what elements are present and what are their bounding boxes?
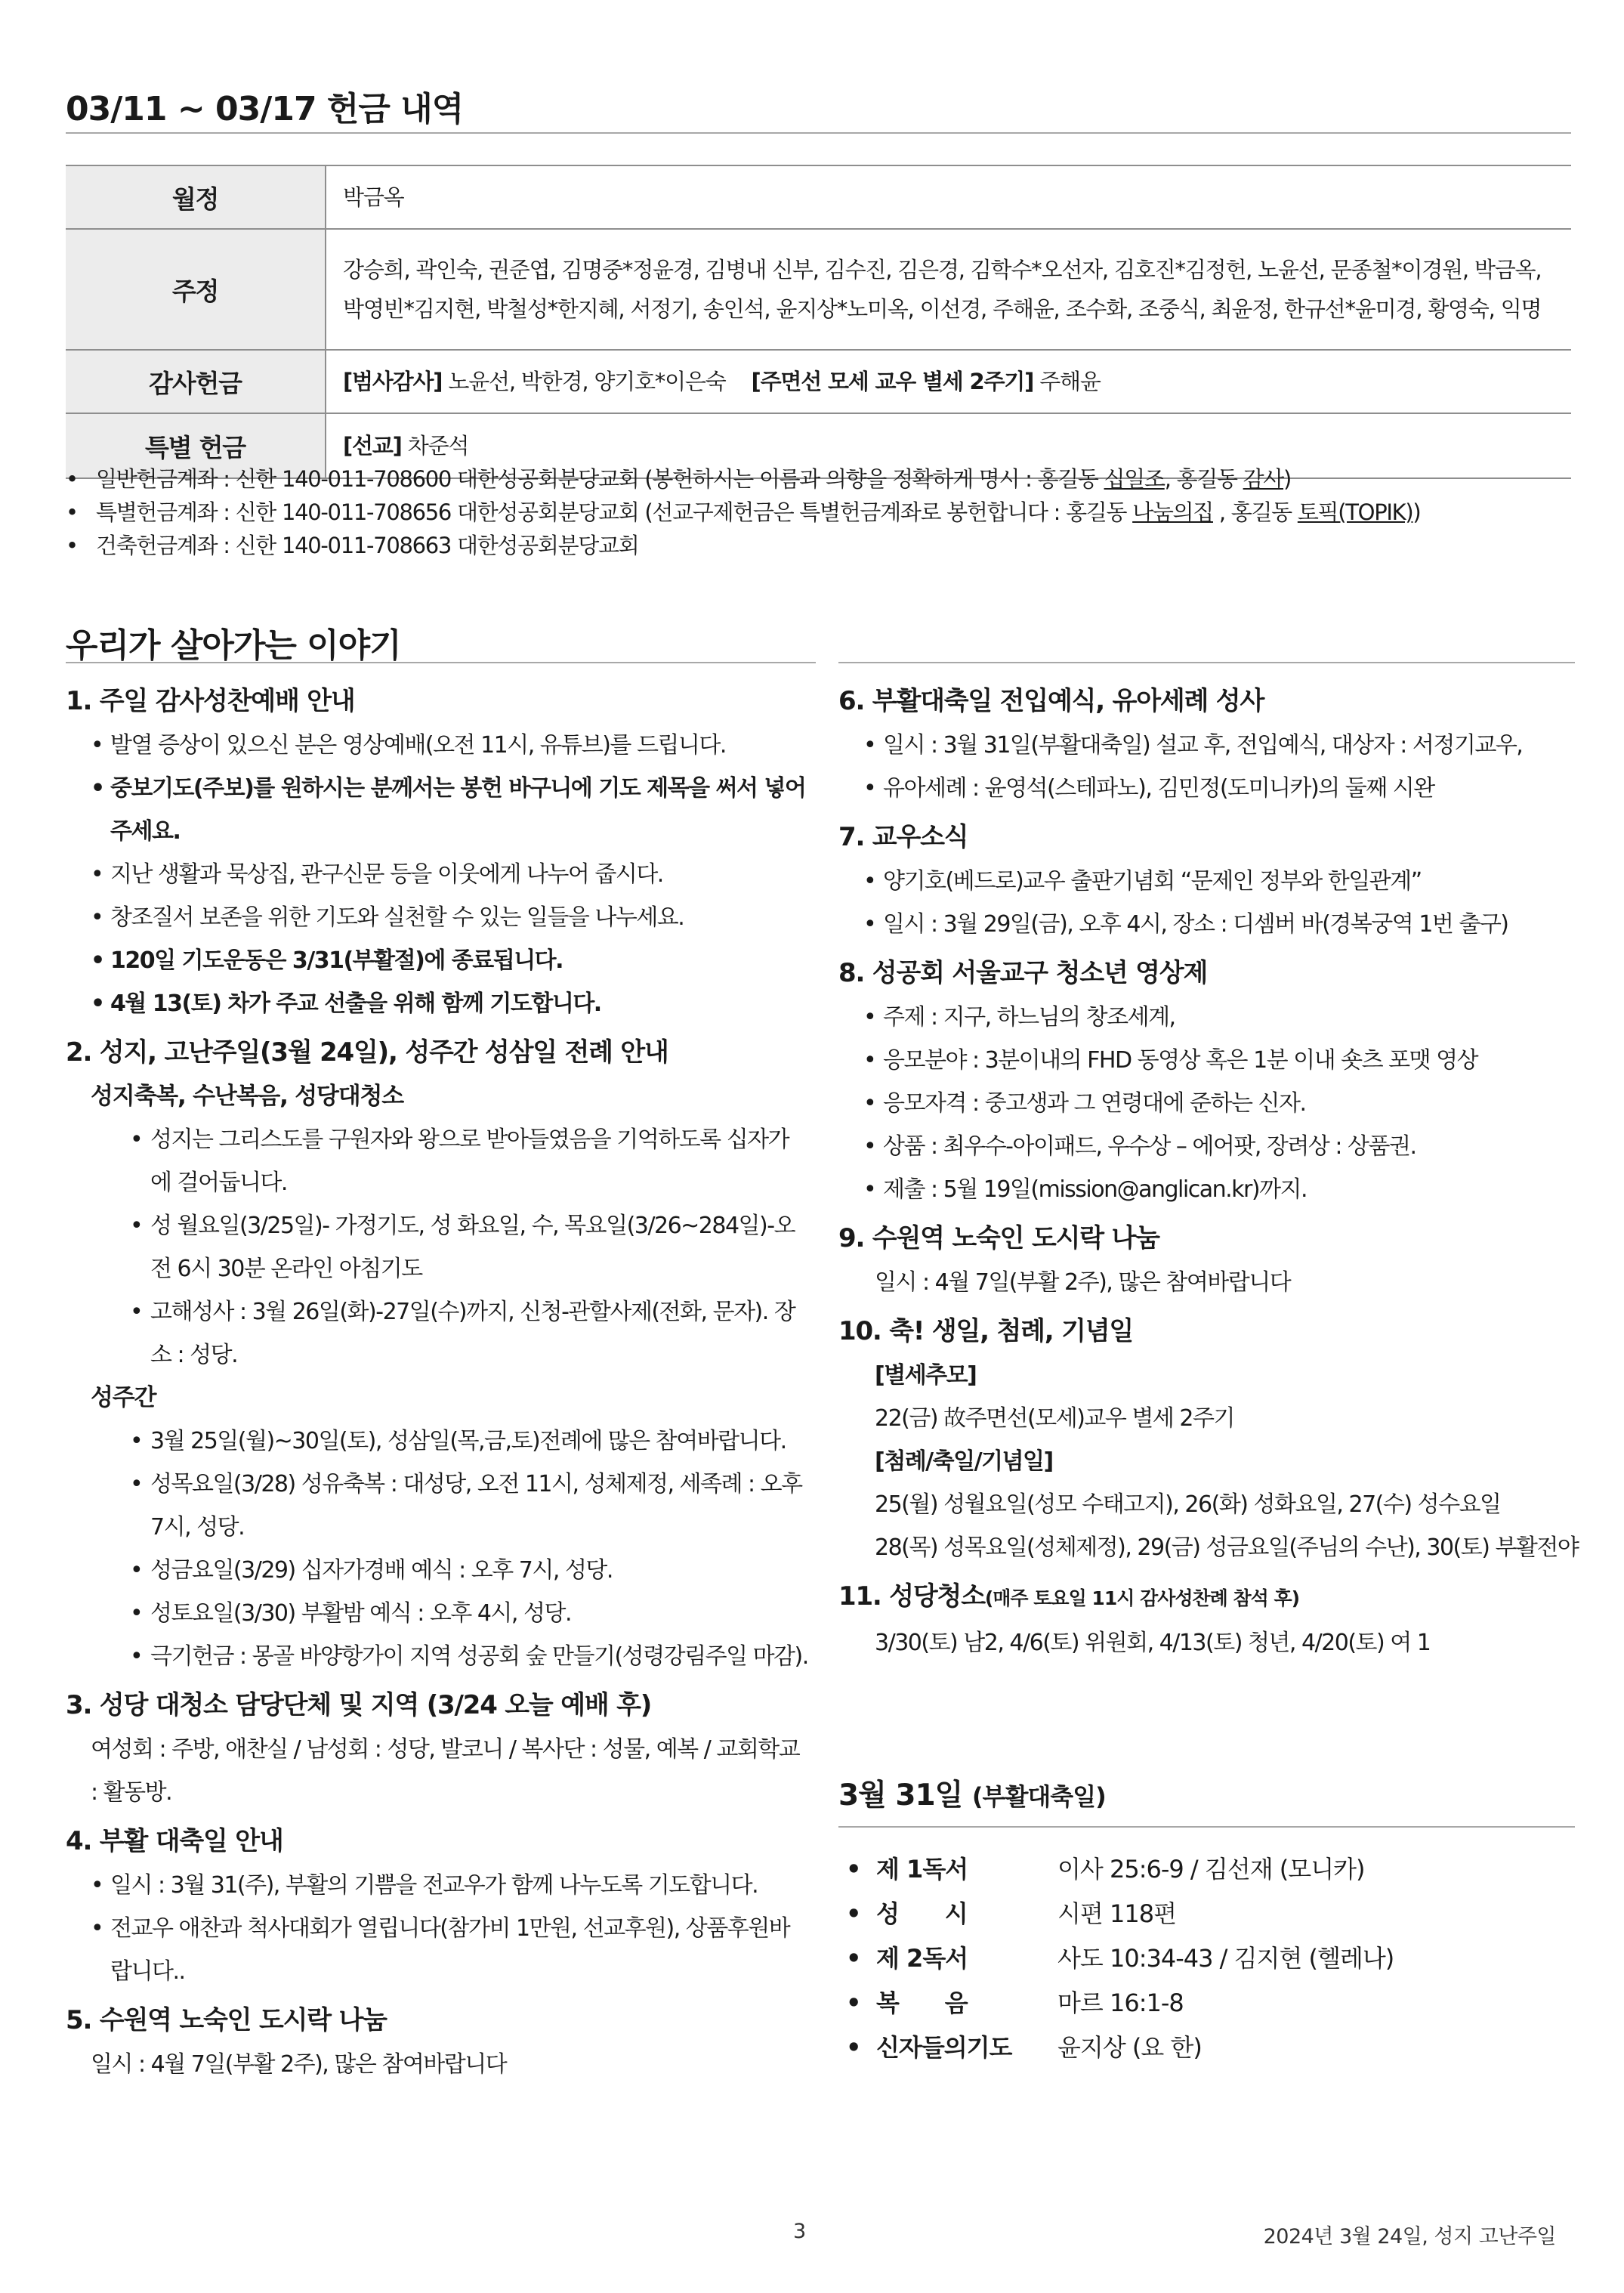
section-title: 4. 부활 대축일 안내: [66, 1826, 283, 1856]
table-row: [66, 165, 1571, 229]
section-text: 3/30(토) 남2, 4/6(토) 위원회, 4/13(토) 청년, 4/20(토) 여 1: [875, 1630, 1431, 1656]
section-title: 10. 축! 생일, 첨례, 기념일: [838, 1316, 1134, 1346]
list-item: • 극기헌금 : 몽골 바양항가이 지역 성공회 숲 만들기(성령강림주일 마감).: [66, 1635, 808, 1678]
offering-title-rule: [66, 132, 1571, 134]
reading-item: • 복 음 마르 16:1-8: [846, 1989, 1184, 2017]
offering-names: 주해윤: [1033, 369, 1101, 394]
reading-item: • 제 2독서 사도 10:34-43 / 김지현 (헬레나): [846, 1944, 1394, 1973]
row-value: [326, 350, 1571, 413]
offering-names: 차준석: [401, 433, 469, 459]
building-account: • 건축헌금계좌 : 신한 140-011-708663 대한성공회분당교회: [66, 529, 1576, 562]
list-item: • 응모자격 : 중고생과 그 연령대에 준하는 신자.: [838, 1082, 1601, 1125]
list-item: • 주제 : 지구, 하느님의 창조세계,: [838, 996, 1601, 1039]
list-item: • 성 월요일(3/25일)- 가정기도, 성 화요일, 수, 목요일(3/26~284일)-오전 6시 30분 온라인 아침기도: [66, 1204, 808, 1290]
list-item: • 전교우 애찬과 척사대회가 열립니다(참가비 1만원, 선교후원), 상품후원바랍니다..: [66, 1907, 808, 1993]
section-title: 11. 성당청소(매주 토요일 11시 감사성찬례 참석 후): [838, 1581, 1300, 1612]
subsection-title: 성지축복, 수난복음, 성당대청소: [91, 1083, 404, 1110]
section-title: 2. 성지, 고난주일(3월 24일), 성주간 성삼일 전례 안내: [66, 1037, 668, 1068]
row-label: 특별 헌금: [66, 413, 326, 478]
section-text: 22(금) 故주면선(모세)교우 별세 2주기: [875, 1405, 1234, 1432]
list-item: • 일시 : 3월 29일(금), 오후 4시, 장소 : 디셈버 바(경복궁역 1번 출구): [838, 903, 1601, 946]
section-text: 25(월) 성월요일(성모 수태고지), 26(화) 성화요일, 27(수) 성수요일: [875, 1491, 1501, 1518]
left-column: [66, 678, 808, 2086]
section-text: 일시 : 4월 7일(부활 2주), 많은 참여바랍니다: [91, 2051, 507, 2078]
list-item: • 일시 : 3월 31일(부활대축일) 설교 후, 전입예식, 대상자 : 서정기교우,: [838, 724, 1601, 767]
row-label: 감사헌금: [66, 350, 326, 413]
section-text: 일시 : 4월 7일(부활 2주), 많은 참여바랍니다: [875, 1269, 1291, 1296]
section-title: 6. 부활대축일 전입예식, 유아세례 성사: [838, 686, 1264, 716]
section-title: 8. 성공회 서울교구 청소년 영상제: [838, 958, 1208, 988]
reading-item: • 신자들의기도 윤지상 (요 한): [846, 2033, 1202, 2062]
list-item: • 지난 생활과 묵상집, 관구신문 등을 이웃에게 나누어 줍시다.: [66, 853, 808, 896]
list-item: • 일시 : 3월 31(주), 부활의 기쁨을 전교우가 함께 나누도록 기도합니다.: [66, 1864, 808, 1907]
offering-table: [66, 165, 1571, 479]
list-item: • 120일 기도운동은 3/31(부활절)에 종료됩니다.: [66, 939, 808, 982]
section-title: 1. 주일 감사성찬예배 안내: [66, 686, 355, 716]
row-label: 주정: [66, 229, 326, 350]
section-title: 5. 수원역 노숙인 도시락 나눔: [66, 2005, 387, 2035]
readings-title: 3월 31일 (부활대축일): [838, 1778, 1106, 1812]
row-label: 월정: [66, 165, 326, 229]
section-title: 7. 교우소식: [838, 822, 968, 852]
subsection-tag: [첨례/축일/기념일]: [875, 1448, 1053, 1475]
list-item: • 성토요일(3/30) 부활밤 예식 : 오후 4시, 성당.: [66, 1592, 808, 1635]
offering-tag: [주면선 모세 교우 별세 2주기]: [751, 369, 1034, 394]
account-list: [66, 462, 1576, 562]
readings-subtitle: (부활대축일): [971, 1782, 1106, 1811]
general-account: • 일반헌금계좌 : 신한 140-011-708600 대한성공회분당교회 (봉헌하시는 이름과 의향을 정확하게 명시 : 홍길동 십일조, 홍길동 감사): [66, 462, 1576, 496]
list-item: • 발열 증상이 있으신 분은 영상예배(오전 11시, 유튜브)를 드립니다.: [66, 724, 808, 767]
list-item: • 4월 13(토) 차가 주교 선출을 위해 함께 기도합니다.: [66, 982, 808, 1025]
list-item: • 성금요일(3/29) 십자가경배 예식 : 오후 7시, 성당.: [66, 1549, 808, 1592]
subsection-tag: [별세추모]: [875, 1362, 977, 1389]
subsection-title: 성주간: [91, 1384, 156, 1411]
readings-list: [838, 1847, 1594, 2070]
reading-item: • 성 시 시편 118편: [846, 1899, 1176, 1928]
section-text: 28(목) 성목요일(성체제정), 29(금) 성금요일(주님의 수난), 30(토) 부활전야: [875, 1534, 1579, 1561]
offering-names: 노윤선, 박한경, 양기호*이은숙: [442, 369, 726, 394]
list-item: • 응모분야 : 3분이내의 FHD 동영상 혹은 1분 이내 숏츠 포맷 영상: [838, 1039, 1601, 1082]
list-item: • 고해성사 : 3월 26일(화)-27일(수)까지, 신청-관할사제(전화, 문자). 장소 : 성당.: [66, 1290, 808, 1377]
list-item: • 제출 : 5월 19일(mission@anglican.kr)까지.: [838, 1168, 1601, 1211]
section-title: 9. 수원역 노숙인 도시락 나눔: [838, 1223, 1159, 1253]
right-column: [838, 678, 1601, 1664]
table-row: [66, 229, 1571, 350]
list-item: • 상품 : 최우수-아이패드, 우수상 – 에어팟, 장려상 : 상품권.: [838, 1125, 1601, 1168]
list-item: • 유아세례 : 윤영석(스테파노), 김민정(도미니카)의 둘째 시완: [838, 767, 1601, 810]
table-row: [66, 350, 1571, 413]
footer-date: 2024년 3월 24일, 성지 고난주일: [1263, 2225, 1556, 2248]
offering-tag: [범사감사]: [343, 369, 443, 394]
stories-title: 우리가 살아가는 이야기: [66, 626, 401, 665]
list-item: • 3월 25일(월)~30일(토), 성삼일(목,금,토)전례에 많은 참여바랍니다.: [66, 1420, 808, 1463]
list-item: • 성목요일(3/28) 성유축복 : 대성당, 오전 11시, 성체제정, 세족례 : 오후 7시, 성당.: [66, 1463, 808, 1549]
list-item: • 중보기도(주보)를 원하시는 분께서는 봉헌 바구니에 기도 제목을 써서 넣어주세요.: [66, 767, 808, 853]
stories-rule-right: [838, 662, 1575, 663]
stories-rule-left: [66, 662, 816, 663]
section-note: (매주 토요일 11시 감사성찬례 참석 후): [984, 1587, 1300, 1609]
list-item: • 성지는 그리스도를 구원자와 왕으로 받아들였음을 기억하도록 십자가에 걸어둡니다.: [66, 1118, 808, 1204]
page-number: 3: [793, 2220, 806, 2243]
row-value: 박금옥: [326, 165, 1571, 229]
list-item: • 창조질서 보존을 위한 기도와 실천할 수 있는 일들을 나누세요.: [66, 896, 808, 939]
special-account: • 특별헌금계좌 : 신한 140-011-708656 대한성공회분당교회 (선교구제헌금은 특별헌금계좌로 봉헌합니다 : 홍길동 나눔의집 , 홍길동 토픽(TOPIK)): [66, 496, 1576, 529]
row-value: 강승희, 곽인숙, 권준엽, 김명중*정윤경, 김병내 신부, 김수진, 김은경, 김학수*오선자, 김호진*김정헌, 노윤선, 문종철*이경원, 박금옥, 박영빈*김지현, 박철성*한지혜, 서정기, 송인석, 윤지상*노미옥, 이선경, 주해윤, 조수화, 조중식, 최윤정, 한규선*윤미경, 황영숙, 익명: [326, 229, 1571, 350]
offering-title: 03/11 ~ 03/17 헌금 내역: [66, 90, 464, 128]
list-item: • 양기호(베드로)교우 출판기념회 “문제인 정부와 한일관계”: [838, 860, 1601, 903]
offering-tag: [선교]: [343, 433, 402, 459]
section-text: 여성회 : 주방, 애찬실 / 남성회 : 성당, 발코니 / 복사단 : 성물, 예복 / 교회학교 : 활동방.: [91, 1736, 800, 1806]
readings-rule: [838, 1826, 1575, 1828]
reading-item: • 제 1독서 이사 25:6-9 / 김선재 (모니카): [846, 1855, 1365, 1884]
section-title: 3. 성당 대청소 담당단체 및 지역 (3/24 오늘 예배 후): [66, 1690, 652, 1720]
